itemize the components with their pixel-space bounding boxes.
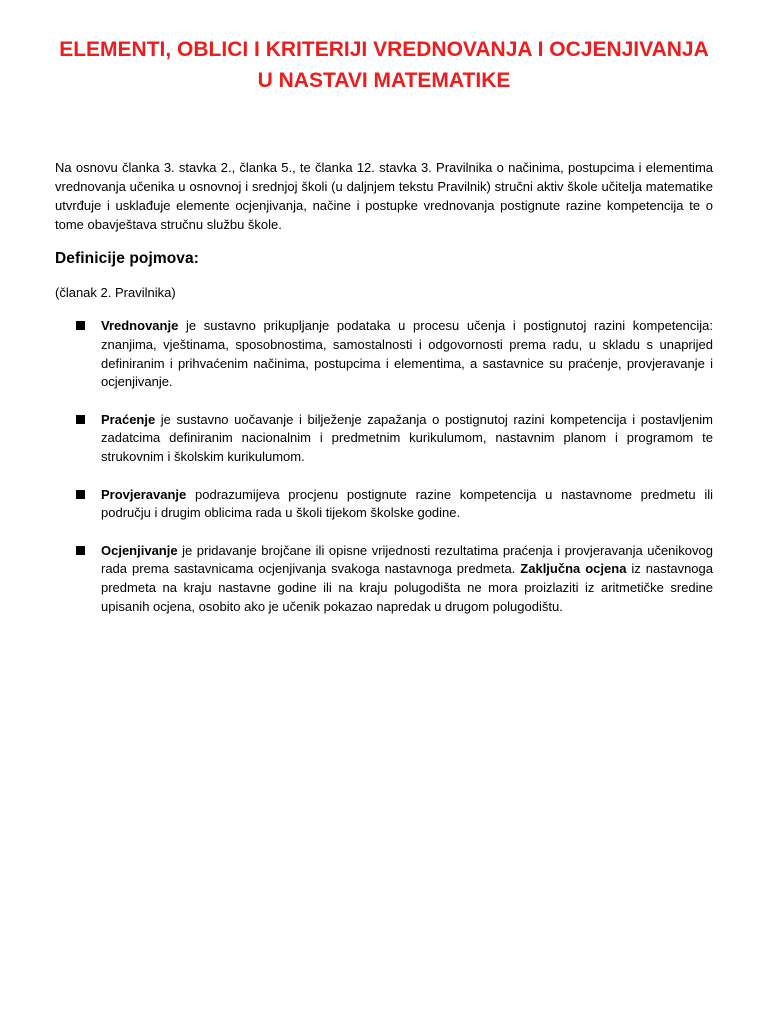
definition-term: Ocjenjivanje <box>101 542 178 558</box>
definition-term: Provjeravanje <box>101 486 187 502</box>
title-line-1: ELEMENTI, OBLICI I KRITERIJI VREDNOVANJA I OCJENJIVANJA <box>59 38 709 61</box>
square-bullet-icon <box>76 415 85 424</box>
definitions-note: (članak 2. Pravilnika) <box>55 285 176 300</box>
definition-item-vrednovanje <box>76 317 713 392</box>
intro-paragraph: Na osnovu članka 3. stavka 2., članka 5., te članka 12. stavka 3. Pravilnika o načinima, postupcima i elementima vrednovanja učenika u osnovnoj i srednjoj školi (u daljnjem tekstu Pravilnik) stručni aktiv škole učitelja matematike utvrđuje i usklađuje elemente ocjenjivanja, načine i postupke vrednovanja postignute razine kompetencija te o tome obavještava stručnu službu škole. <box>55 160 713 232</box>
square-bullet-icon <box>76 321 85 330</box>
document-title <box>40 34 728 96</box>
definition-item-provjeravanje <box>76 486 713 524</box>
definitions-list <box>76 317 713 635</box>
definition-text: podrazumijeva procjenu postignute razine kompetencija u nastavnome predmetu ili području i drugim oblicima rada u školi tijekom školske godine. <box>101 486 713 521</box>
definition-term-secondary: Zaključna ocjena <box>520 561 627 577</box>
square-bullet-icon <box>76 546 85 555</box>
definition-item-pracenje <box>76 411 713 467</box>
definition-text-secondary: iz nastavnoga predmeta na kraju nastavne godine ili na kraju polugodišta ne mora proizlaziti iz aritmetičke sredine upisanih ocjena, osobito ako je učenik pokazao napredak u drugom polugodištu. <box>101 561 713 615</box>
title-line-2: U NASTAVI MATEMATIKE <box>257 69 511 92</box>
square-bullet-icon <box>76 490 85 499</box>
definition-text: je sustavno prikupljanje podataka u procesu učenja i postignutoj razini kompetencija: znanjima, vještinama, sposobnostima, samostalnosti i odgovornosti prema radu, u skladu s unaprijed definiranim i prihvaćenim načinima, postupcima i elementima, a sastavnice su praćenje, provjeravanje i ocjenjivanje. <box>101 318 713 390</box>
definition-item-ocjenjivanje <box>76 542 713 617</box>
definition-text: je sustavno uočavanje i bilježenje zapažanja o postignutoj razini kompetencija i postavljenim zadatcima definiranim nacionalnim i predmetnim kurikulumom, nastavnim planom i programom te strukovnim i školskim kurikulumom. <box>101 411 713 465</box>
definition-term: Praćenje <box>101 411 156 427</box>
definitions-heading: Definicije pojmova: <box>55 250 200 267</box>
definition-term: Vrednovanje <box>101 318 179 333</box>
definition-text: je pridavanje brojčane ili opisne vrijednosti rezultatima praćenja i provjeravanja učenikovog rada prema sastavnicama ocjenjivanja svakoga nastavnoga predmeta. <box>101 542 713 577</box>
